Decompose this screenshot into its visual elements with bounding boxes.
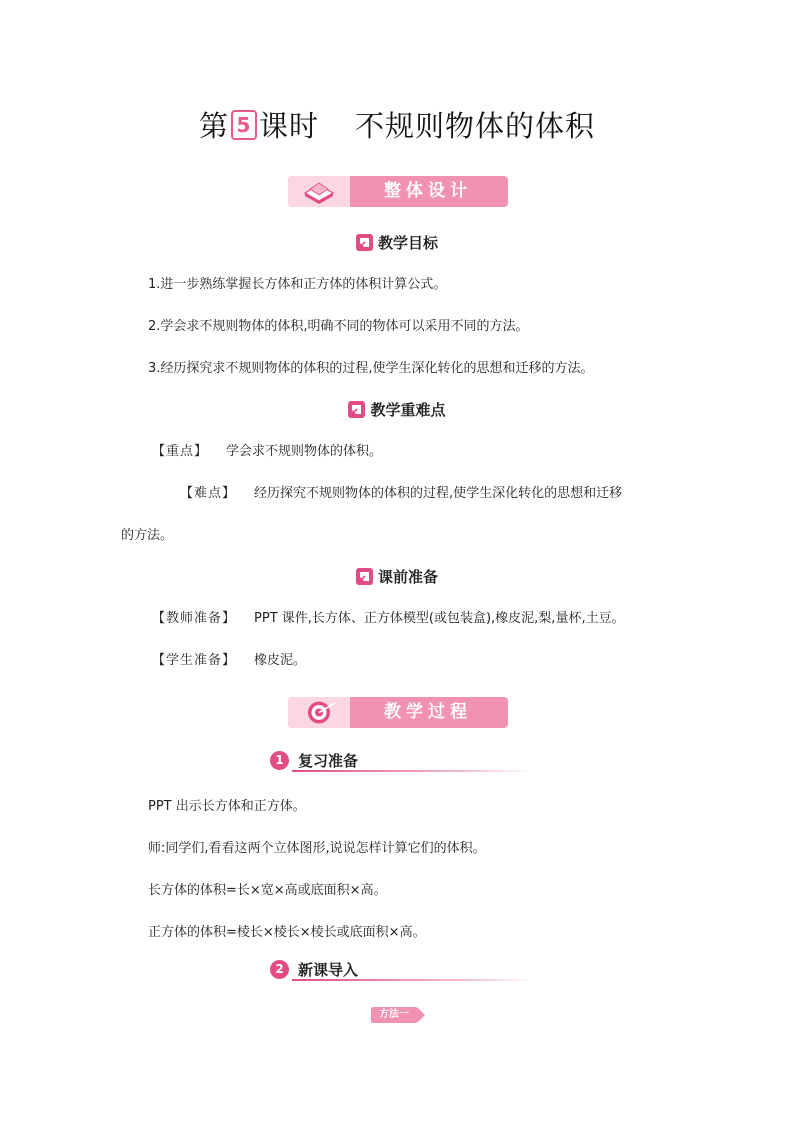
page-title	[0, 104, 794, 145]
difficulty-text-cont: 的方法。	[121, 528, 174, 543]
review-line: 长方体的体积=长×宽×高或底面积×高。	[148, 883, 387, 898]
section-marker-icon	[356, 234, 373, 251]
step-title: 复习准备	[298, 752, 359, 770]
teacher-label: 【教师准备】	[152, 611, 237, 626]
book-stack-icon	[302, 179, 336, 204]
review-line: 正方体的体积=棱长×棱长×棱长或底面积×高。	[148, 925, 426, 940]
target-icon	[302, 700, 336, 725]
difficulty-text: 经历探究不规则物体的体积的过程,使学生深化转化的思想和迁移	[254, 486, 623, 501]
step-heading-intro	[270, 957, 532, 983]
difficulty-point	[180, 482, 622, 501]
review-line: 师:同学们,看看这两个立体图形,说说怎样计算它们的体积。	[148, 841, 486, 856]
step-number-badge: 2	[270, 960, 289, 979]
key-text: 学会求不规则物体的体积。	[226, 444, 383, 459]
step-heading-review	[270, 748, 532, 774]
student-label: 【学生准备】	[152, 653, 237, 668]
keypoints-heading: 教学重难点	[0, 399, 794, 420]
key-point	[152, 440, 382, 459]
section-marker-icon	[348, 401, 365, 418]
title-name: 不规则物体的体积	[355, 109, 596, 143]
banner-label: 整体设计	[384, 181, 472, 201]
difficulty-label: 【难点】	[180, 486, 237, 501]
method-tag: 方法一	[371, 1007, 417, 1023]
objective-item: 2.学会求不规则物体的体积,明确不同的物体可以采用不同的方法。	[148, 319, 529, 334]
teaching-process-banner	[288, 697, 508, 728]
banner-label: 教学过程	[384, 702, 472, 722]
step-title: 新课导入	[298, 961, 359, 979]
student-text: 橡皮泥。	[254, 653, 307, 668]
review-line: PPT 出示长方体和正方体。	[148, 799, 306, 814]
objective-item: 1.进一步熟练掌握长方体和正方体的体积计算公式。	[148, 277, 447, 292]
overall-design-banner	[288, 176, 508, 207]
key-label: 【重点】	[152, 444, 209, 459]
prep-heading: 课前准备	[0, 566, 794, 587]
objective-item: 3.经历探究求不规则物体的体积的过程,使学生深化转化的思想和迁移的方法。	[148, 361, 594, 376]
student-prep	[152, 649, 306, 668]
teacher-text: PPT 课件,长方体、正方体模型(或包装盒),橡皮泥,梨,量杯,土豆。	[254, 611, 625, 626]
objectives-heading: 教学目标	[0, 232, 794, 253]
section-marker-icon	[356, 568, 373, 585]
step-number-badge: 1	[270, 751, 289, 770]
teacher-prep	[152, 607, 625, 626]
title-prefix: 第	[198, 109, 229, 143]
title-suffix: 课时	[258, 109, 319, 143]
lesson-number-badge: 5	[231, 110, 257, 140]
